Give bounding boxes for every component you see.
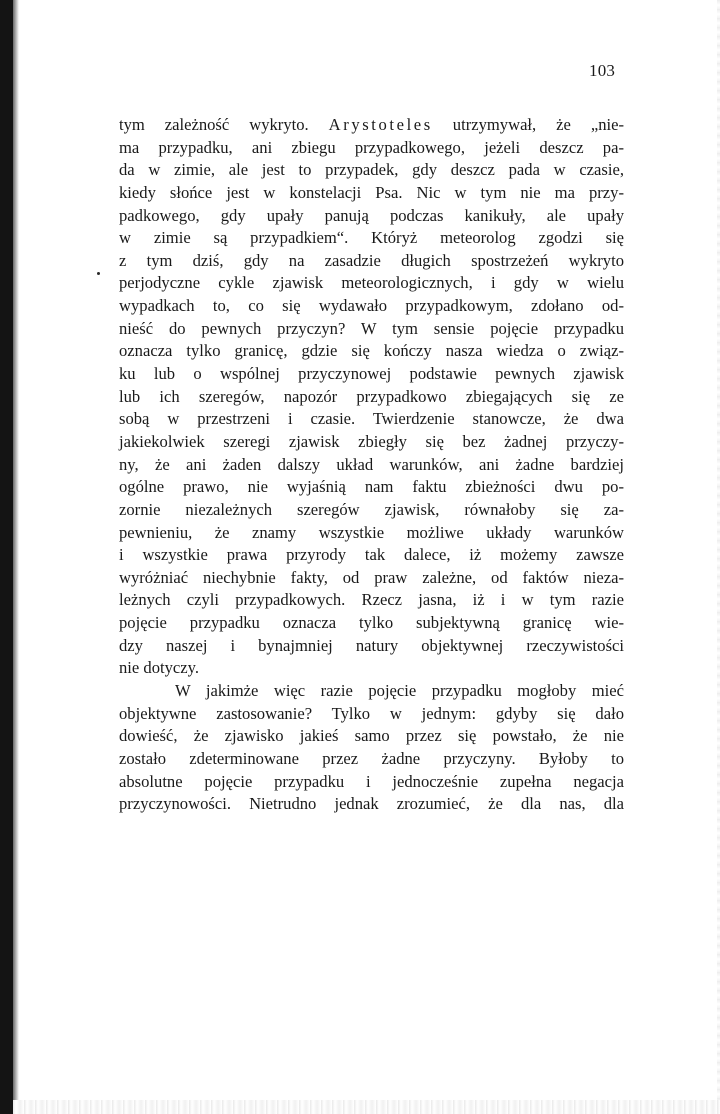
text-line: pojęcie przypadku oznacza tylko subjektywną granicę wie- <box>119 613 624 633</box>
text-line: objektywne zastosowanie? Tylko w jednym: gdyby się dało <box>119 703 624 723</box>
text-line: oznacza tylko granicę, gdzie się kończy nasza wiedza o związ- <box>119 341 624 361</box>
text-line: leżnych czyli przypadkowych. Rzecz jasna, iż i w tym razie <box>119 590 624 610</box>
text-line: w zimie są przypadkiem“. Któryż meteorolog zgodzi się <box>119 228 624 248</box>
paragraph-start-line: W jakimże więc razie pojęcie przypadku mogłoby mieć <box>175 681 624 701</box>
text-line: da w zimie, ale jest to przypadek, gdy deszcz pada w czasie, <box>119 160 624 180</box>
spaced-name: Arystoteles <box>328 115 433 134</box>
text-line: dzy naszej i bynajmniej natury objektywnej rzeczywistości <box>119 635 624 655</box>
body-text <box>119 114 624 816</box>
text-line: zostało zdeterminowane przez żadne przyczyny. Byłoby to <box>119 748 624 768</box>
page-number: 103 <box>589 61 616 80</box>
text-line: nieść do pewnych przyczyn? W tym sensie pojęcie przypadku <box>119 318 624 338</box>
text-line: ku lub o wspólnej przyczynowej podstawie pewnych zjawisk <box>119 364 624 384</box>
text-line: padkowego, gdy upały panują podczas kanikuły, ale upały <box>119 205 624 225</box>
binding-shadow <box>13 0 19 1114</box>
text-line: ma przypadku, ani zbiegu przypadkowego, jeżeli deszcz pa- <box>119 137 624 157</box>
text-line: wyróżniać niechybnie fakty, od praw zależne, od faktów nieza- <box>119 567 624 587</box>
text-line: ogólne prawo, nie wyjaśnią nam faktu zbieżności dwu po- <box>119 477 624 497</box>
text-line: sobą w przestrzeni i czasie. Twierdzenie stanowcze, że dwa <box>119 409 624 429</box>
text-line: ny, że ani żaden dalszy układ warunków, ani żadne bardziej <box>119 454 624 474</box>
text-line: zornie niezależnych szeregów zjawisk, równałoby się za- <box>119 499 624 519</box>
text-line: tym zależność wykryto. Arystoteles utrzymywał, że „nie- <box>119 115 625 134</box>
text-line: kiedy słońce jest w konstelacji Psa. Nic w tym nie ma przy- <box>119 182 624 202</box>
text-line: nie dotyczy. <box>119 658 200 678</box>
text-line: pewnieniu, że znamy wszystkie możliwe układy warunków <box>119 522 624 542</box>
page-edge-bottom <box>13 1100 720 1114</box>
text-line: perjodyczne cykle zjawisk meteorologicznych, i gdy w wielu <box>119 273 624 293</box>
text-line: z tym dziś, gdy na zasadzie długich spostrzeżeń wykryto <box>119 250 624 270</box>
text-line: jakiekolwiek szeregi zjawisk zbiegły się bez żadnej przyczy- <box>119 431 624 451</box>
text-line: przyczynowości. Nietrudno jednak zrozumieć, że dla nas, dla <box>119 794 624 814</box>
book-binding-edge <box>0 0 13 1114</box>
margin-mark <box>97 272 100 275</box>
text-line: i wszystkie prawa przyrody tak dalece, iż możemy zawsze <box>119 545 624 565</box>
text-line: dowieść, że zjawisko jakieś samo przez się powstało, że nie <box>119 726 624 746</box>
text-line: lub ich szeregów, napozór przypadkowo zbiegających się ze <box>119 386 624 406</box>
text-line: wypadkach to, co się wydawało przypadkowym, zdołano od- <box>119 296 624 316</box>
text-line: absolutne pojęcie przypadku i jednocześnie zupełna negacja <box>119 771 624 791</box>
